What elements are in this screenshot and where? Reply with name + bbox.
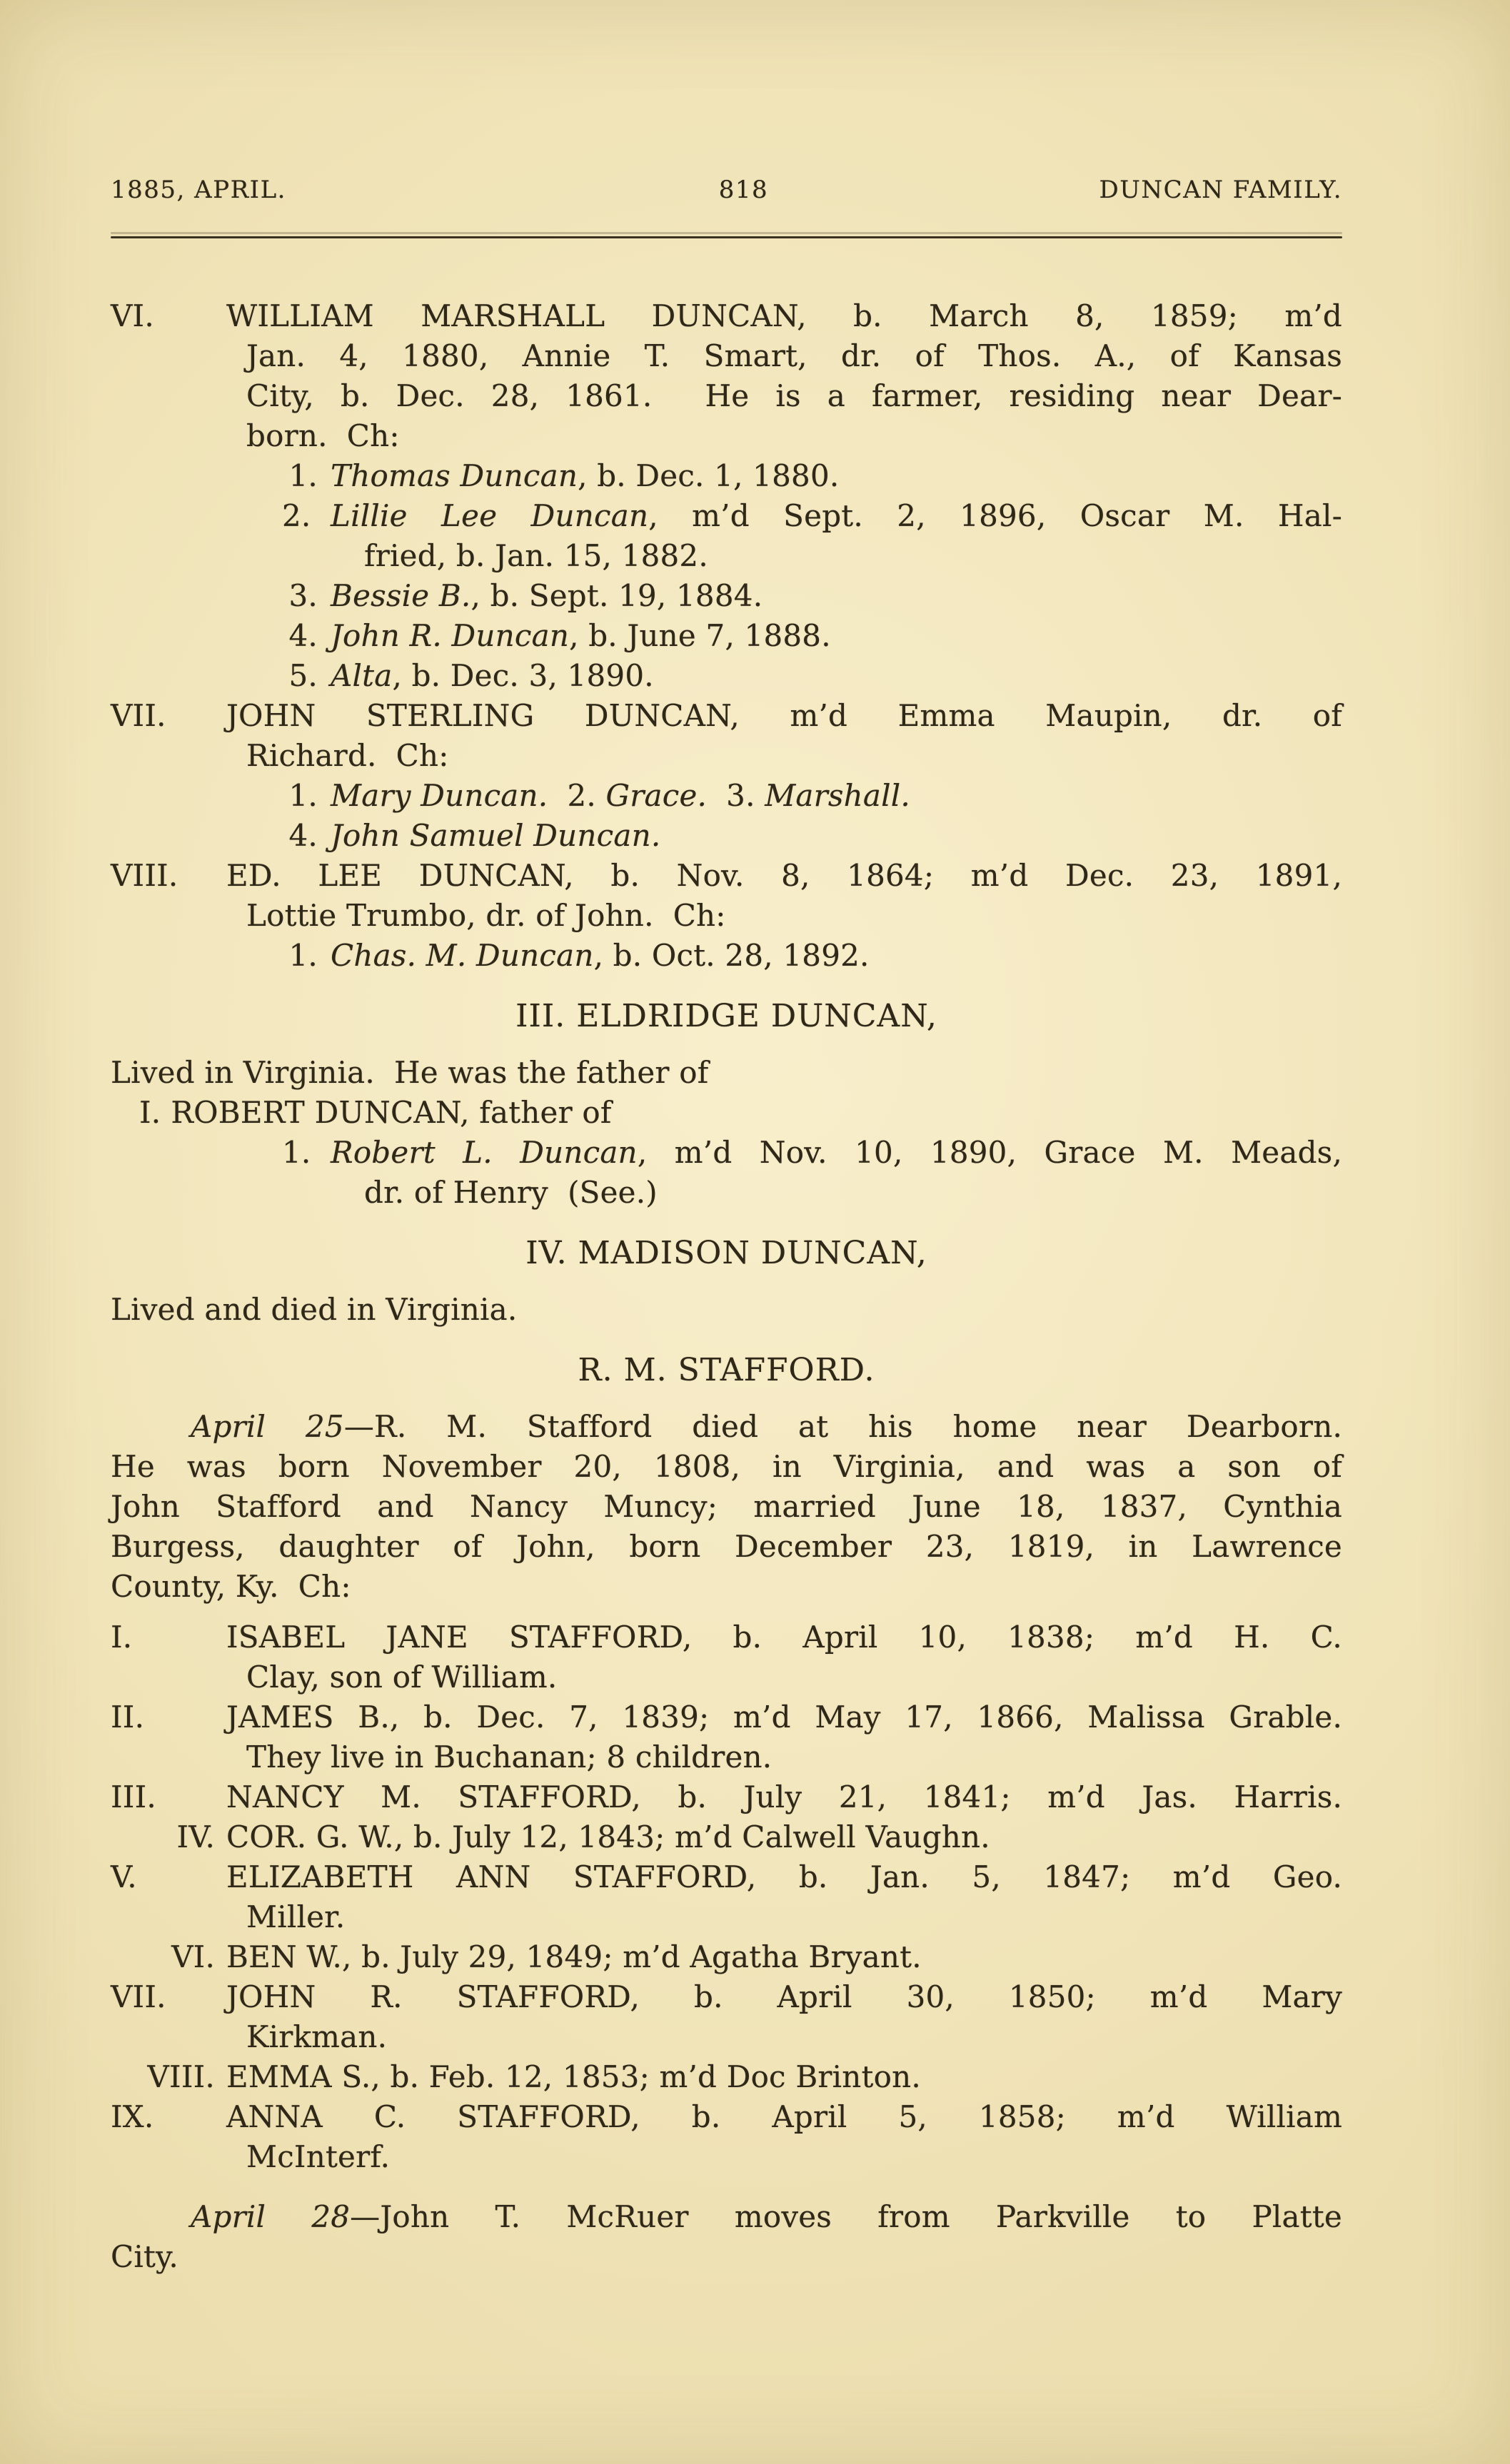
text-run: COR. G. W., b. July 12, 1843; m’d Calwell Vaughn. [226, 1819, 990, 1854]
text-line [111, 1290, 1342, 1330]
text-line [111, 1407, 1342, 1447]
item-number: I. [111, 1620, 133, 1655]
text-run: County, Ky. Ch: [111, 1569, 351, 1604]
text-run: born. Ch: [246, 418, 400, 453]
text-run: WILLIAM MARSHALL DUNCAN, b. March 8, 1859; m’d [226, 298, 1342, 333]
text-run: , m’d Nov. 10, 1890, Grace M. Meads, [637, 1135, 1342, 1170]
text-block [111, 1407, 1342, 1607]
text-run: , b. Sept. 19, 1884. [470, 578, 763, 613]
person-name-italic: Thomas Duncan [331, 458, 578, 493]
text-line [246, 2137, 1342, 2177]
text-line [111, 1447, 1342, 1487]
text-run: BEN W., b. July 29, 1849; m’d Agatha Bryant. [226, 1939, 922, 1974]
text-line [246, 2017, 1342, 2057]
text-block [111, 776, 1342, 816]
text-block [111, 816, 1342, 856]
person-name-italic: April 25 [191, 1409, 344, 1444]
item-number: IX. [111, 2099, 154, 2134]
text-block [111, 1777, 1342, 1817]
text-line [246, 1737, 1342, 1777]
text-run: John Stafford and Nancy Muncy; married June 18, 1837, Cynthia [111, 1489, 1342, 1524]
person-name-italic: Bessie B. [331, 578, 471, 613]
text-run: 2. [548, 778, 606, 813]
text-run: ROBERT DUNCAN, father of [171, 1095, 612, 1130]
text-line [246, 336, 1342, 376]
text-block [111, 496, 1342, 576]
document-body [111, 296, 1342, 2277]
text-run: JAMES B., b. Dec. 7, 1839; m’d May 17, 1866, Malissa Grable. [226, 1700, 1342, 1735]
text-line [246, 896, 1342, 936]
text-block [111, 1133, 1342, 1213]
text-run: Lottie Trumbo, dr. of John. Ch: [246, 898, 726, 933]
text-block [111, 1937, 1342, 1977]
text-run: They live in Buchanan; 8 children. [246, 1740, 772, 1774]
item-number: V. [111, 1859, 137, 1894]
header-date: 1885, APRIL. [111, 176, 286, 204]
person-name-italic: Mary Duncan. [331, 778, 548, 813]
text-line [246, 376, 1342, 416]
text-run: , b. June 7, 1888. [569, 618, 831, 653]
person-name-italic: Marshall. [765, 778, 910, 813]
text-run: He was born November 20, 1808, in Virginia, and was a son of [111, 1449, 1342, 1484]
item-number: 1. [282, 1135, 311, 1170]
running-header [111, 176, 1342, 208]
item-number: 2. [282, 498, 311, 533]
text-line [288, 656, 1342, 696]
text-line [111, 1697, 1342, 1737]
text-line [111, 1977, 1342, 2017]
text-run: ANNA C. STAFFORD, b. April 5, 1858; m’d William [226, 2099, 1342, 2134]
item-number: I. [139, 1095, 161, 1130]
person-name-italic: John R. Duncan [331, 618, 570, 653]
text-run: JOHN R. STAFFORD, b. April 30, 1850; m’d Mary [226, 1979, 1342, 2014]
text-line [111, 1857, 1342, 1897]
text-run: Lived in Virginia. He was the father of [111, 1055, 709, 1090]
item-number: 5. [288, 658, 318, 693]
text-line [111, 2097, 1342, 2137]
section-heading: IV. MADISON DUNCAN, [525, 1235, 927, 1271]
person-name-italic: Lillie Lee Duncan [331, 498, 649, 533]
text-line [282, 496, 1342, 536]
text-block [139, 1093, 1342, 1133]
text-block [111, 2057, 1342, 2097]
text-line [111, 1053, 1342, 1093]
text-run: Kirkman. [246, 2019, 388, 2054]
text-line [176, 1817, 1342, 1857]
text-block [111, 296, 1342, 456]
item-number: 1. [288, 938, 318, 973]
text-line [246, 736, 1342, 776]
text-run: , m’d Sept. 2, 1896, Oscar M. Hal- [648, 498, 1342, 533]
text-line [364, 536, 1342, 576]
text-line [364, 1173, 1342, 1213]
text-run: dr. of Henry (See.) [364, 1175, 658, 1210]
text-line [288, 776, 1342, 816]
text-line [111, 1487, 1342, 1527]
item-number: 4. [288, 618, 318, 653]
text-run: NANCY M. STAFFORD, b. July 21, 1841; m’d Jas. Harris. [226, 1779, 1342, 1814]
text-run: —John T. McRuer moves from Parkville to Platte [350, 2199, 1342, 2234]
text-line [288, 816, 1342, 856]
item-number: 1. [288, 458, 318, 493]
text-run: Miller. [246, 1899, 346, 1934]
section-heading: R. M. STAFFORD. [578, 1352, 875, 1388]
text-run: , b. Dec. 1, 1880. [578, 458, 840, 493]
person-name-italic: Chas. M. Duncan [331, 938, 594, 973]
item-number: VII. [111, 698, 166, 733]
header-page-number: 818 [718, 176, 769, 204]
text-line [111, 296, 1342, 336]
text-line [111, 1527, 1342, 1567]
text-block [111, 696, 1342, 776]
text-run: ED. LEE DUNCAN, b. Nov. 8, 1864; m’d Dec. 23, 1891, [226, 858, 1342, 893]
section-heading: III. ELDRIDGE DUNCAN, [515, 998, 937, 1034]
text-line [111, 1567, 1342, 1607]
text-block [111, 2197, 1342, 2277]
text-run: McInterf. [246, 2139, 391, 2174]
text-block [111, 936, 1342, 976]
text-line [111, 1777, 1342, 1817]
text-run: Burgess, daughter of John, born December 23, 1819, in Lawrence [111, 1529, 1342, 1564]
item-number: IV. [176, 1819, 215, 1854]
text-block [111, 1817, 1342, 1857]
text-line [288, 576, 1342, 616]
text-run: Clay, son of William. [246, 1660, 558, 1695]
text-run: Jan. 4, 1880, Annie T. Smart, dr. of Thos. A., of Kansas [246, 338, 1342, 373]
text-line [111, 856, 1342, 896]
person-name-italic: Grace. [605, 778, 708, 813]
text-line [288, 616, 1342, 656]
person-name-italic: Alta [331, 658, 393, 693]
text-run: fried, b. Jan. 15, 1882. [364, 538, 708, 573]
item-number: VI. [171, 1939, 215, 1974]
person-name-italic: April 28 [191, 2199, 351, 2234]
text-run: Lived and died in Virginia. [111, 1292, 518, 1327]
item-number: VII. [111, 1979, 166, 2014]
text-run: —R. M. Stafford died at his home near Dearborn. [343, 1409, 1342, 1444]
item-number: 3. [288, 578, 318, 613]
text-block [111, 1617, 1342, 1697]
item-number: VIII. [111, 858, 178, 893]
text-block [111, 456, 1342, 496]
text-block [111, 656, 1342, 696]
text-block [111, 1697, 1342, 1777]
text-run: JOHN STERLING DUNCAN, m’d Emma Maupin, dr. of [226, 698, 1342, 733]
text-block [111, 1977, 1342, 2057]
text-line [111, 696, 1342, 736]
person-name-italic: Robert L. Duncan [331, 1135, 638, 1170]
text-block [111, 576, 1342, 616]
text-line [246, 1897, 1342, 1937]
text-block [111, 1290, 1342, 1330]
text-run: EMMA S., b. Feb. 12, 1853; m’d Doc Brinton. [226, 2059, 921, 2094]
item-number: VIII. [147, 2059, 215, 2094]
text-block [111, 1857, 1342, 1937]
text-line [139, 1093, 1342, 1133]
text-line [111, 1617, 1342, 1657]
item-number: III. [111, 1779, 156, 1814]
text-run: City. [111, 2239, 178, 2274]
text-line [246, 1657, 1342, 1697]
header-rule [111, 236, 1342, 238]
text-block [111, 1053, 1342, 1093]
text-line [282, 1133, 1342, 1173]
text-line [111, 2237, 1342, 2277]
text-run: , b. Oct. 28, 1892. [593, 938, 870, 973]
text-line [246, 416, 1342, 456]
text-line [288, 936, 1342, 976]
text-run: , b. Dec. 3, 1890. [392, 658, 654, 693]
text-run: 3. [707, 778, 765, 813]
person-name-italic: John Samuel Duncan. [331, 818, 661, 853]
text-line [147, 2057, 1342, 2097]
text-block [111, 2097, 1342, 2177]
text-run: ELIZABETH ANN STAFFORD, b. Jan. 5, 1847; m’d Geo. [226, 1859, 1342, 1894]
text-line [171, 1937, 1342, 1977]
item-number: II. [111, 1700, 145, 1735]
text-line [111, 2197, 1342, 2237]
text-block [111, 616, 1342, 656]
item-number: 1. [288, 778, 318, 813]
text-run: ISABEL JANE STAFFORD, b. April 10, 1838; m’d H. C. [226, 1620, 1342, 1655]
text-run: Richard. Ch: [246, 738, 449, 773]
text-block [111, 856, 1342, 936]
header-family-title: DUNCAN FAMILY. [1099, 176, 1342, 204]
item-number: VI. [111, 298, 154, 333]
text-run: City, b. Dec. 28, 1861. He is a farmer, residing near Dear- [246, 378, 1342, 413]
text-line [288, 456, 1342, 496]
item-number: 4. [288, 818, 318, 853]
